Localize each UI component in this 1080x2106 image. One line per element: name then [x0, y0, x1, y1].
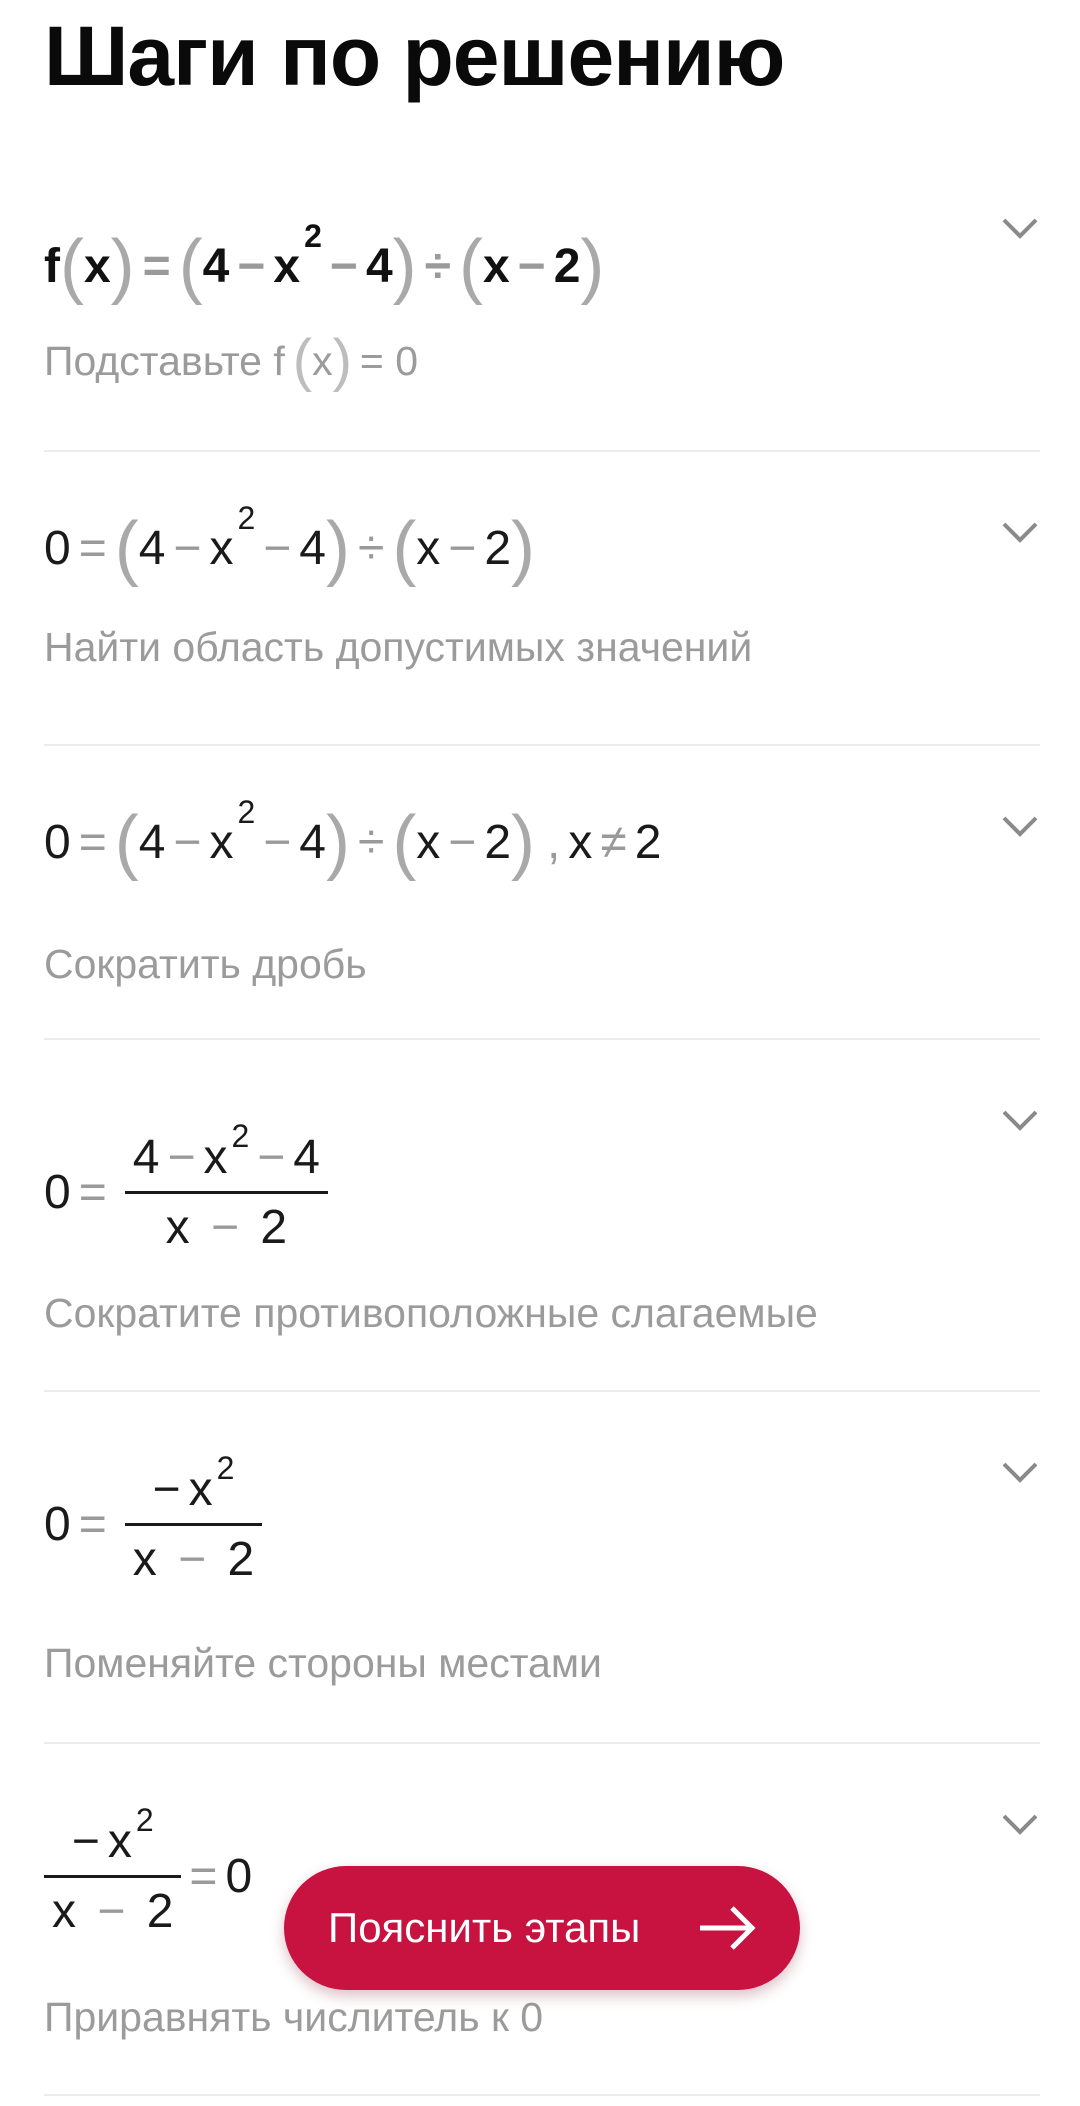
paren: ( [59, 226, 84, 306]
formula-token: x [188, 1463, 213, 1516]
formula-token: 0 [44, 815, 71, 869]
paren: ( [392, 508, 417, 588]
minus-sign: − [263, 815, 292, 869]
chevron-down-icon[interactable] [1000, 1804, 1040, 1844]
step-1-formula [44, 217, 605, 306]
step-5[interactable] [44, 1392, 1040, 1742]
divide-sign: ÷ [357, 815, 385, 869]
paren: ) [332, 328, 352, 393]
formula-token: 0 [225, 1850, 253, 1903]
denominator [125, 1532, 262, 1587]
formula-token: x [416, 815, 441, 869]
formula-token: 4 [138, 815, 166, 869]
formula-token: 2 [146, 1885, 174, 1938]
equals-sign: = [142, 239, 171, 293]
fraction-bar [125, 1523, 262, 1526]
numerator [64, 1802, 162, 1869]
minus-sign: − [448, 815, 477, 869]
step-4[interactable] [44, 1040, 1040, 1390]
formula-token: x [209, 815, 234, 869]
paren: ( [458, 226, 483, 306]
minus-sign: − [178, 1533, 207, 1586]
denominator [158, 1200, 295, 1255]
minus-sign: − [97, 1885, 126, 1938]
exponent: 2 [304, 217, 322, 254]
arrow-right-icon [698, 1904, 756, 1957]
equals-sign: = [78, 1498, 107, 1551]
chevron-down-icon[interactable] [1000, 512, 1040, 552]
minus-sign: − [448, 521, 477, 575]
formula-token: 2 [484, 521, 512, 575]
chevron-down-icon[interactable] [1000, 1100, 1040, 1140]
paren: ) [325, 508, 350, 588]
step-4-formula [44, 1118, 328, 1255]
numerator [125, 1118, 328, 1185]
numerator [145, 1450, 243, 1517]
minus-sign: − [167, 1131, 196, 1184]
formula-token: 4 [299, 815, 326, 869]
formula-token: 0 [44, 1166, 71, 1219]
formula-token: 4 [365, 239, 393, 293]
equals-sign: = [78, 521, 107, 575]
formula-token: x [165, 1201, 190, 1254]
equals-sign: = [78, 815, 107, 869]
formula-token: x [83, 239, 111, 293]
paren: ( [114, 508, 139, 588]
formula-token: x [482, 239, 510, 293]
formula-token: f [44, 239, 60, 293]
denominator [44, 1884, 181, 1939]
step-3-description: Сократить дробь [44, 941, 367, 987]
minus-sign: − [257, 1131, 286, 1184]
minus-sign: − [211, 1201, 240, 1254]
exponent: 2 [237, 793, 256, 830]
paren: ) [511, 508, 536, 588]
step-5-description: Поменяйте стороны местами [44, 1640, 602, 1686]
paren: ( [178, 226, 203, 306]
formula-token: x [107, 1815, 132, 1868]
formula-token: x [52, 1885, 76, 1938]
exponent: 2 [216, 1450, 235, 1486]
paren: ) [110, 226, 135, 306]
step-3-formula [44, 793, 662, 882]
minus-sign: − [173, 815, 202, 869]
formula-token: x [568, 815, 593, 869]
formula-token: 2 [553, 239, 581, 293]
paren: ) [325, 802, 350, 882]
formula-token: 4 [299, 521, 326, 575]
desc-text: = 0 [359, 337, 419, 384]
step-2[interactable] [44, 452, 1040, 742]
step-6-description: Приравнять числитель к 0 [44, 1994, 544, 2040]
exponent: 2 [135, 1802, 154, 1838]
divider [44, 2094, 1040, 2096]
chevron-down-icon[interactable] [1000, 208, 1040, 248]
exponent: 2 [237, 499, 256, 536]
explain-steps-label: Пояснить этапы [328, 1904, 641, 1951]
desc-text: x [312, 337, 333, 384]
step-2-formula [44, 499, 536, 588]
formula-token: 4 [202, 239, 230, 293]
equals-sign: = [78, 1166, 107, 1219]
formula-token: 4 [293, 1131, 320, 1184]
chevron-down-icon[interactable] [1000, 806, 1040, 846]
exponent: 2 [231, 1118, 250, 1154]
minus-sign: − [517, 239, 546, 293]
formula-token: 2 [484, 815, 512, 869]
paren: ) [392, 226, 417, 306]
formula-token: 0 [44, 1498, 71, 1551]
formula-token: x [273, 239, 301, 293]
explain-steps-button[interactable] [284, 1866, 800, 1990]
comma: , [547, 815, 561, 869]
step-2-description: Найти область допустимых значений [44, 624, 753, 670]
paren: ( [392, 802, 417, 882]
minus-sign: − [237, 239, 266, 293]
formula-token: 2 [227, 1533, 255, 1586]
step-1-description [44, 328, 419, 393]
paren: ( [292, 328, 313, 393]
divide-sign: ÷ [357, 521, 385, 575]
not-equal-sign: ≠ [600, 815, 627, 869]
fraction [125, 1118, 328, 1255]
formula-token: 2 [260, 1201, 288, 1254]
formula-token: 2 [634, 815, 662, 869]
step-3[interactable] [44, 746, 1040, 1036]
step-5-formula [44, 1450, 262, 1587]
fraction [44, 1802, 181, 1939]
fraction-bar [44, 1875, 181, 1878]
equals-sign: = [189, 1850, 218, 1903]
formula-token: x [132, 1533, 157, 1586]
divide-sign: ÷ [424, 239, 451, 293]
formula-token: 4 [132, 1131, 160, 1184]
formula-token: 4 [138, 521, 166, 575]
minus-sign: − [71, 1815, 100, 1868]
desc-text: Подставьте f [44, 337, 285, 384]
formula-token: x [416, 521, 441, 575]
paren: ) [580, 226, 605, 306]
formula-token: x [203, 1131, 228, 1184]
chevron-down-icon[interactable] [1000, 1452, 1040, 1492]
step-6-formula [44, 1802, 253, 1939]
formula-token: x [209, 521, 234, 575]
fraction-bar [125, 1191, 328, 1194]
step-1[interactable] [44, 160, 1040, 450]
minus-sign: − [152, 1463, 181, 1516]
step-4-description: Сократите противоположные слагаемые [44, 1290, 818, 1336]
minus-sign: − [329, 239, 358, 293]
paren: ( [114, 802, 139, 882]
page-title: Шаги по решению [44, 9, 785, 103]
fraction [125, 1450, 262, 1587]
paren: ) [511, 802, 536, 882]
minus-sign: − [263, 521, 292, 575]
formula-token: 0 [44, 521, 71, 575]
minus-sign: − [173, 521, 202, 575]
